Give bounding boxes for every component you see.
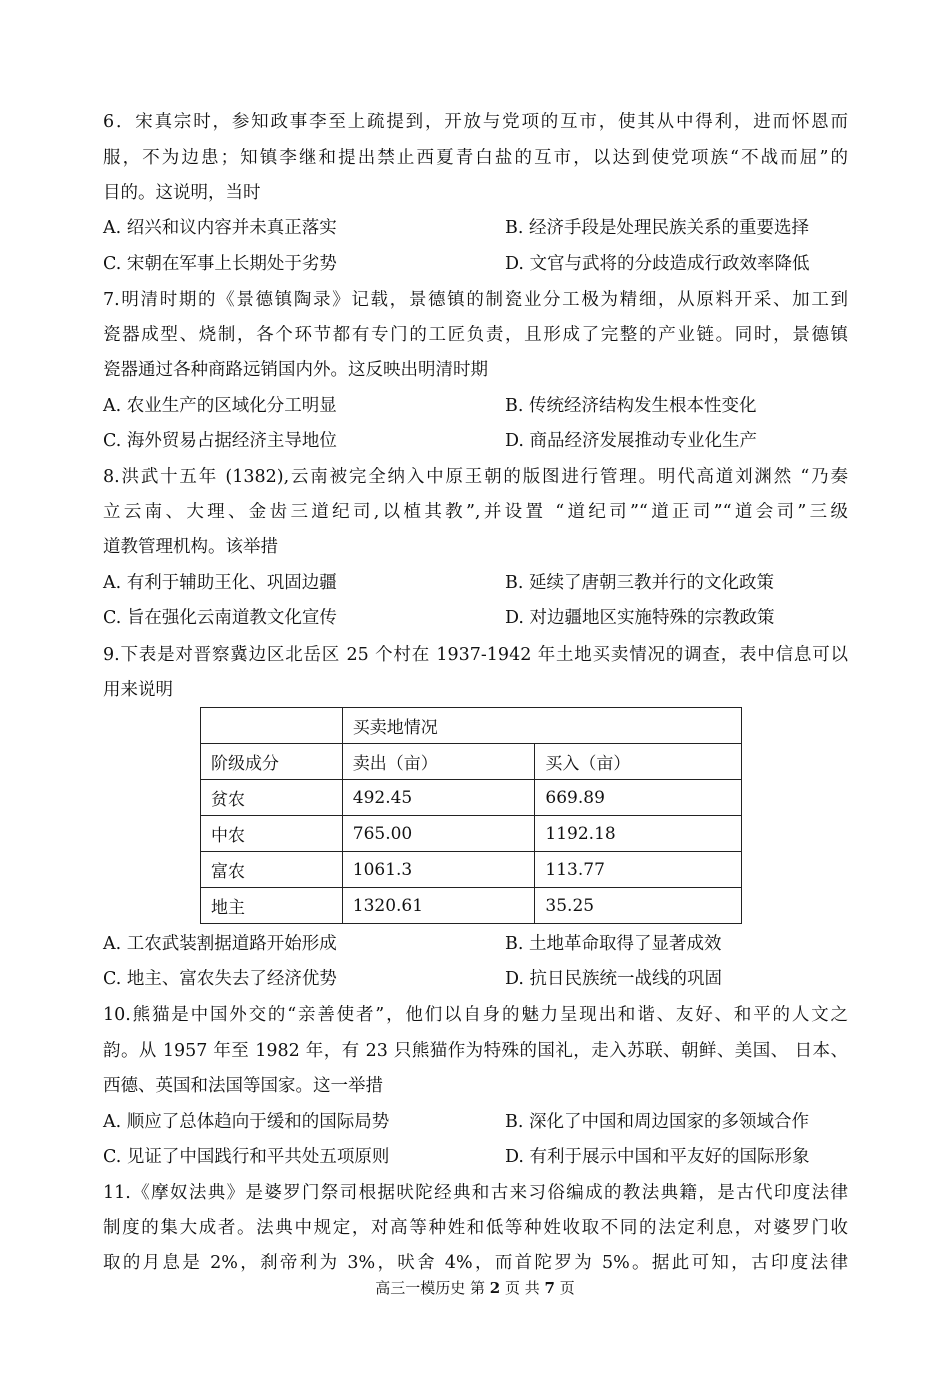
option-c: C. 见证了中国践行和平共处五项原则 [103,1147,390,1167]
table-corner-cell [201,708,343,744]
table-cell-class: 地主 [201,888,343,924]
footer-mid: 页 共 [504,1279,540,1297]
option-b: B. 土地革命取得了显著成效 [505,934,722,954]
question-text-line: 服，不为边患；知镇李继和提出禁止西夏青白盐的互市，以达到使党项族“不战而屈”的 [103,148,848,168]
table-cell-bought: 1192.18 [535,816,742,852]
option-a: A. 顺应了总体趋向于缓和的国际局势 [103,1112,390,1132]
question-text-line: 用来说明 [103,680,173,700]
question-text-line: 道教管理机构。该举措 [103,537,278,557]
question-text-line: 7.明清时期的《景德镇陶录》记载，景德镇的制瓷业分工极为精细，从原料开采、加工到 [103,290,848,310]
table-group-header: 买卖地情况 [342,708,741,744]
table-row [201,852,742,888]
footer-prefix: 高三一模历史 第 [375,1279,485,1297]
footer-total-pages: 7 [544,1279,555,1297]
table-cell-bought: 669.89 [535,780,742,816]
option-d: D. 商品经济发展推动专业化生产 [505,431,758,451]
option-d: D. 有利于展示中国和平友好的国际形象 [505,1147,810,1167]
question-text-line: 8.洪武十五年 (1382),云南被完全纳入中原王朝的版图进行管理。明代高道刘渊然 “乃奏 [103,467,848,487]
option-b: B. 传统经济结构发生根本性变化 [505,396,757,416]
option-b: B. 经济手段是处理民族关系的重要选择 [505,218,809,238]
question-text-line: 11.《摩奴法典》是婆罗门祭司根据吠陀经典和古来习俗编成的教法典籍，是古代印度法律 [103,1183,848,1203]
question-text-line: 取的月息是 2%，刹帝利为 3%，吠舍 4%，而首陀罗为 5%。据此可知，古印度法律 [103,1253,848,1273]
option-b: B. 深化了中国和周边国家的多领域合作 [505,1112,809,1132]
option-d: D. 抗日民族统一战线的巩固 [505,969,723,989]
option-d: D. 文官与武将的分歧造成行政效率降低 [505,254,810,274]
question-text-line: 韵。从 1957 年至 1982 年，有 23 只熊猫作为特殊的国礼，走入苏联、朝鲜、美国、 日本、 [103,1041,848,1061]
table-cell-sold: 765.00 [342,816,535,852]
table-row [201,888,742,924]
question-text-line: 瓷器通过各种商路远销国内外。这反映出明清时期 [103,360,488,380]
table-row [201,816,742,852]
option-a: A. 工农武装割据道路开始形成 [103,934,337,954]
option-a: A. 农业生产的区域化分工明显 [103,396,337,416]
option-c: C. 宋朝在军事上长期处于劣势 [103,254,337,274]
option-a: A. 有利于辅助王化、巩固边疆 [103,573,337,593]
table-row [201,780,742,816]
question-text-line: 立云南、大理、金齿三道纪司,以植其教”,并设置 “道纪司”“道正司”“道会司”三级 [103,502,848,522]
table-header-bought: 买入（亩） [535,744,742,780]
table-header-class: 阶级成分 [201,744,343,780]
table-cell-class: 贫农 [201,780,343,816]
option-d: D. 对边疆地区实施特殊的宗教政策 [505,608,775,628]
option-c: C. 海外贸易占据经济主导地位 [103,431,337,451]
table-cell-class: 中农 [201,816,343,852]
table-header-sold: 卖出（亩） [342,744,535,780]
question-text-line: 西德、英国和法国等国家。这一举措 [103,1076,383,1096]
option-b: B. 延续了唐朝三教并行的文化政策 [505,573,774,593]
option-c: C. 旨在强化云南道教文化宣传 [103,608,337,628]
option-c: C. 地主、富农失去了经济优势 [103,969,337,989]
question-text-line: 9.下表是对晋察冀边区北岳区 25 个村在 1937-1942 年土地买卖情况的调查，表中信息可以 [103,645,848,665]
table-header-row [201,744,742,780]
footer-page-number: 2 [489,1279,501,1297]
page-footer [0,1277,950,1299]
question-text-line: 10.熊猫是中国外交的“亲善使者”，他们以自身的魅力呈现出和谐、友好、和平的人文之 [103,1005,848,1025]
table-cell-class: 富农 [201,852,343,888]
table-cell-bought: 113.77 [535,852,742,888]
question-text-line: 6．宋真宗时，参知政事李至上疏提到，开放与党项的互市，使其从中得利，进而怀恩而 [103,112,848,132]
question-text-line: 瓷器成型、烧制，各个环节都有专门的工匠负责，且形成了完整的产业链。同时，景德镇 [103,325,848,345]
question-text-line: 制度的集大成者。法典中规定，对高等种姓和低等种姓收取不同的法定利息，对婆罗门收 [103,1218,848,1238]
table-cell-sold: 1320.61 [342,888,535,924]
question-text-line: 目的。这说明，当时 [103,183,261,203]
table-header-row [201,708,742,744]
table-cell-sold: 492.45 [342,780,535,816]
table-cell-bought: 35.25 [535,888,742,924]
footer-suffix: 页 [559,1279,575,1297]
land-trade-table [200,707,742,924]
table-cell-sold: 1061.3 [342,852,535,888]
option-a: A. 绍兴和议内容并未真正落实 [103,218,337,238]
